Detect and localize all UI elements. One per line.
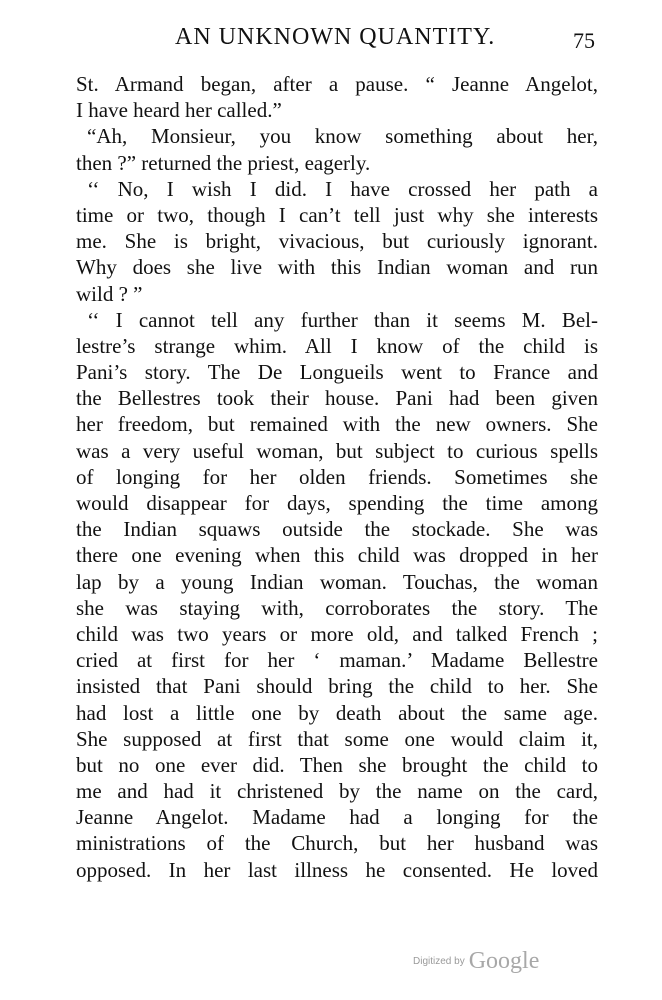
text-line: then ?” returned the priest, eagerly. (76, 150, 371, 175)
text-line: lap by a young Indian woman. Touchas, the woman (76, 569, 598, 594)
text-line: lestre’s strange whim. All I know of the child is (76, 333, 598, 358)
text-line: but no one ever did. Then she brought the child to (76, 752, 598, 777)
text-line: wild ? ” (76, 281, 143, 306)
text-line: her freedom, but remained with the new owners. She (76, 412, 598, 437)
text-line: cried at first for her ‘ maman.’ Madame Bellestre (76, 648, 598, 673)
text-line: ministrations of the Church, but her husband was (76, 831, 598, 856)
text-line: time or two, though I can’t tell just why she interests (76, 202, 598, 227)
text-line: me and had it christened by the name on the card, (76, 779, 598, 804)
running-header (0, 24, 662, 58)
google-logo: Google (468, 948, 540, 974)
body-text (76, 71, 598, 883)
running-title: AN UNKNOWN QUANTITY. (175, 24, 496, 50)
text-line: of longing for her olden friends. Sometimes she (76, 464, 598, 489)
text-line: me. She is bright, vivacious, but curiously ignorant. (76, 229, 598, 254)
text-line: she was staying with, corroborates the story. The (76, 595, 598, 620)
text-line: child was two years or more old, and talked French ; (76, 621, 598, 646)
digitization-watermark (413, 948, 539, 975)
text-line: ‘‘ I cannot tell any further than it seems M. Bel- (87, 307, 598, 332)
text-line: would disappear for days, spending the time among (76, 491, 598, 515)
text-line: Jeanne Angelot. Madame had a longing for the (76, 805, 598, 830)
text-line: was a very useful woman, but subject to curious spells (76, 438, 598, 463)
text-line: the Indian squaws outside the stockade. She was (76, 517, 598, 542)
text-line: St. Armand began, after a pause. “ Jeanne Angelot, (76, 72, 598, 96)
digitized-by-label: Digitized by (413, 956, 465, 967)
text-line: “Ah, Monsieur, you know something about her, (87, 124, 598, 149)
text-line: Pani’s story. The De Longueils went to France and (76, 360, 598, 385)
text-line: had lost a little one by death about the same age. (76, 700, 598, 725)
text-line: insisted that Pani should bring the child to her. She (76, 674, 598, 699)
text-line: there one evening when this child was dropped in her (76, 543, 598, 568)
page-number: 75 (573, 28, 595, 53)
text-line: I have heard her called.” (76, 98, 282, 123)
text-line: the Bellestres took their house. Pani had been given (76, 386, 598, 411)
text-line: ‘‘ No, I wish I did. I have crossed her path a (87, 176, 598, 201)
text-line: opposed. In her last illness he consented. He loved (76, 857, 598, 882)
text-line: She supposed at first that some one would claim it, (76, 726, 598, 751)
text-line: Why does she live with this Indian woman and run (76, 255, 598, 280)
